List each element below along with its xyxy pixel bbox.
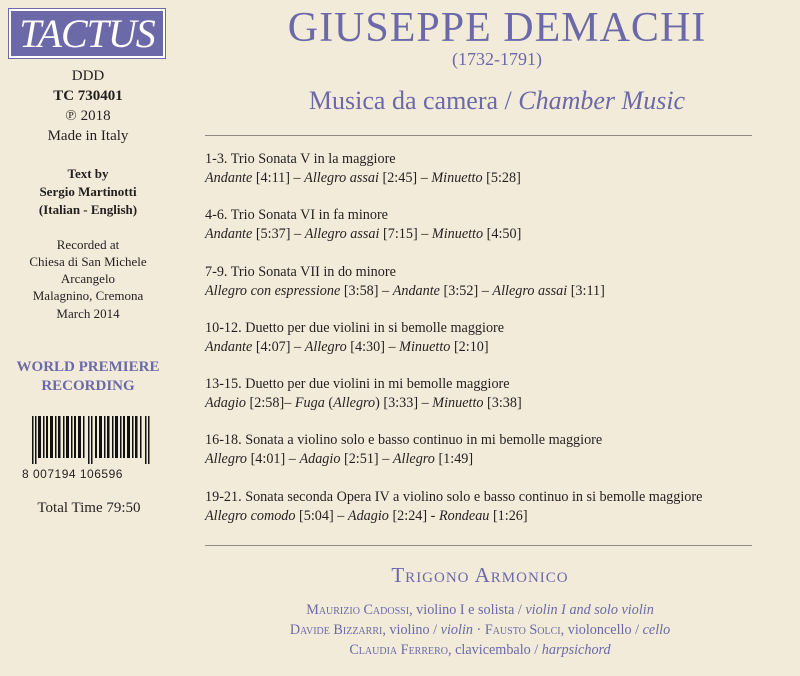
track-entry bbox=[205, 375, 785, 431]
movement-name: Allegro bbox=[304, 338, 347, 355]
movement-name: Minuetto bbox=[399, 338, 451, 355]
copyright: ℗ 2018 bbox=[65, 108, 111, 124]
movement-duration: ) [3:33] – bbox=[375, 395, 433, 412]
format: DDD bbox=[71, 68, 105, 84]
track-heading: 10-12. Duetto per due violini in si bemolle maggiore bbox=[205, 319, 505, 336]
recording-line-2: Chiesa di San Michele bbox=[29, 254, 147, 269]
track-entry bbox=[205, 431, 785, 487]
album-title bbox=[247, 86, 747, 116]
origin: Made in Italy bbox=[47, 128, 129, 144]
performer-name: Davide Bizzarri bbox=[289, 622, 383, 638]
movement-duration: [2:10] bbox=[450, 338, 489, 355]
movement-duration: [5:28] bbox=[482, 170, 521, 186]
movement-duration: [4:50] bbox=[483, 226, 522, 243]
movement-duration: [5:04] – bbox=[295, 507, 348, 524]
movement-duration: [4:07] – bbox=[252, 338, 305, 355]
album-title-english: Chamber Music bbox=[518, 86, 686, 115]
top-divider bbox=[205, 135, 752, 136]
track-entry bbox=[205, 150, 785, 206]
movement-name: Allegro assai bbox=[304, 226, 380, 243]
logo-text: TACTUS bbox=[19, 10, 155, 56]
text-by-heading: Text by bbox=[67, 166, 109, 181]
track-heading: 19-21. Sonata seconda Opera IV a violino solo e basso continuo in si bemolle maggiore bbox=[205, 488, 703, 505]
movement-duration: [4:11] – bbox=[252, 170, 305, 186]
movement-name: Allegro bbox=[392, 451, 435, 468]
movement-duration: [3:11] bbox=[567, 282, 605, 299]
track-heading: 7-9. Trio Sonata VII in do minore bbox=[205, 263, 396, 280]
movement-name: Allegro assai bbox=[492, 282, 568, 299]
movement-name: Minuetto bbox=[431, 170, 483, 186]
movement-duration: [3:52] – bbox=[439, 282, 493, 299]
movement-name: Rondeau bbox=[438, 507, 490, 524]
track-entry bbox=[205, 488, 785, 544]
movement-duration: [1:49] bbox=[434, 451, 474, 468]
composer-years: (1732-1791) bbox=[452, 49, 542, 69]
performer-role-english: harpsichord bbox=[541, 642, 611, 658]
track-list bbox=[205, 150, 785, 544]
track-entry bbox=[205, 206, 785, 262]
performer-name: Claudia Ferrero bbox=[349, 642, 449, 658]
movement-name: Allegro assai bbox=[304, 170, 379, 186]
movement-duration: [2:24] - bbox=[388, 507, 439, 524]
movement-duration: [3:38] bbox=[483, 395, 522, 412]
movement-name: Andante bbox=[205, 226, 253, 243]
movement-name: Andante bbox=[205, 170, 253, 186]
recording-line-3: Arcangelo bbox=[60, 271, 116, 286]
track-heading: 1-3. Trio Sonata V in la maggiore bbox=[205, 151, 396, 167]
tactus-logo bbox=[9, 9, 165, 58]
recording-line-1: Recorded at bbox=[56, 237, 120, 252]
barcode-number: 8 007194 106596 bbox=[22, 467, 123, 481]
ensemble-name: Trigono Armonico bbox=[391, 563, 569, 587]
movement-duration: [2:58]– bbox=[245, 395, 295, 412]
world-premiere-line-1: WORLD PREMIERE bbox=[16, 359, 160, 375]
total-time: Total Time 79:50 bbox=[37, 500, 141, 516]
movement-duration: [7:15] – bbox=[379, 226, 432, 243]
movement-duration: ( bbox=[324, 395, 334, 412]
movement-duration: [4:01] – bbox=[247, 451, 300, 468]
movement-name: Allegro bbox=[205, 451, 248, 468]
world-premiere-line-2: RECORDING bbox=[41, 378, 135, 394]
track-movements bbox=[205, 169, 785, 188]
movement-name: Andante bbox=[392, 282, 440, 299]
movement-duration: [2:51] – bbox=[340, 451, 393, 468]
movement-name: Adagio bbox=[205, 395, 246, 412]
track-entry bbox=[205, 319, 785, 375]
movement-duration: [3:58] – bbox=[340, 282, 393, 299]
track-movements bbox=[205, 338, 785, 357]
performer-line-1 bbox=[205, 600, 755, 620]
movement-name: Allegro bbox=[333, 395, 376, 412]
movement-duration: [2:45] – bbox=[378, 170, 432, 186]
performer-role: , violino / bbox=[382, 622, 441, 638]
composer-name: GIUSEPPE DEMACHI bbox=[287, 5, 707, 51]
track-heading: 16-18. Sonata a violino solo e basso continuo in mi bemolle maggiore bbox=[205, 432, 603, 449]
movement-duration: [5:37] – bbox=[252, 226, 305, 243]
recording-line-5: March 2014 bbox=[56, 306, 120, 321]
track-movements bbox=[205, 225, 785, 244]
track-heading: 13-15. Duetto per due violini in mi bemolle maggiore bbox=[205, 376, 510, 393]
performers bbox=[205, 600, 755, 660]
recording-line-4: Malagnino, Cremona bbox=[32, 288, 144, 303]
movement-name: Minuetto bbox=[431, 226, 484, 243]
movement-name: Fuga bbox=[294, 395, 325, 412]
movement-name: Adagio bbox=[347, 507, 389, 524]
performer-role: , violino I e solista / bbox=[409, 602, 526, 618]
movement-name: Allegro con espressione bbox=[205, 282, 341, 299]
movement-name: Adagio bbox=[299, 451, 341, 468]
text-by-languages: (Italian - English) bbox=[38, 202, 138, 217]
track-movements bbox=[205, 282, 785, 301]
track-movements bbox=[205, 450, 785, 469]
performer-name: Fausto Solci bbox=[484, 622, 561, 638]
track-heading: 4-6. Trio Sonata VI in fa minore bbox=[205, 207, 388, 224]
performer-role: , violoncello / bbox=[560, 622, 643, 638]
performer-role-english: violin I and solo violin bbox=[525, 602, 654, 618]
track-movements bbox=[205, 394, 785, 413]
track-entry bbox=[205, 263, 785, 319]
performer-role: , clavicembalo / bbox=[448, 642, 542, 658]
album-title-italian: Musica da camera / bbox=[308, 86, 519, 115]
movement-name: Minuetto bbox=[432, 395, 484, 412]
bottom-divider bbox=[205, 545, 752, 546]
track-movements bbox=[205, 507, 785, 526]
barcode bbox=[32, 416, 150, 464]
movement-name: Andante bbox=[205, 338, 253, 355]
text-by-author: Sergio Martinotti bbox=[39, 184, 137, 199]
movement-duration: [4:30] – bbox=[346, 338, 400, 355]
movement-name: Allegro comodo bbox=[205, 507, 296, 524]
performer-role-english: cello bbox=[642, 622, 671, 638]
performer-name: Maurizio Cadossi bbox=[306, 602, 410, 618]
performer-line-3 bbox=[205, 640, 755, 660]
separator: · bbox=[472, 622, 485, 638]
catalog-number: TC 730401 bbox=[53, 88, 123, 104]
performer-line-2 bbox=[205, 620, 755, 640]
movement-duration: [1:26] bbox=[489, 507, 528, 524]
performer-role-english: violin bbox=[440, 622, 473, 638]
